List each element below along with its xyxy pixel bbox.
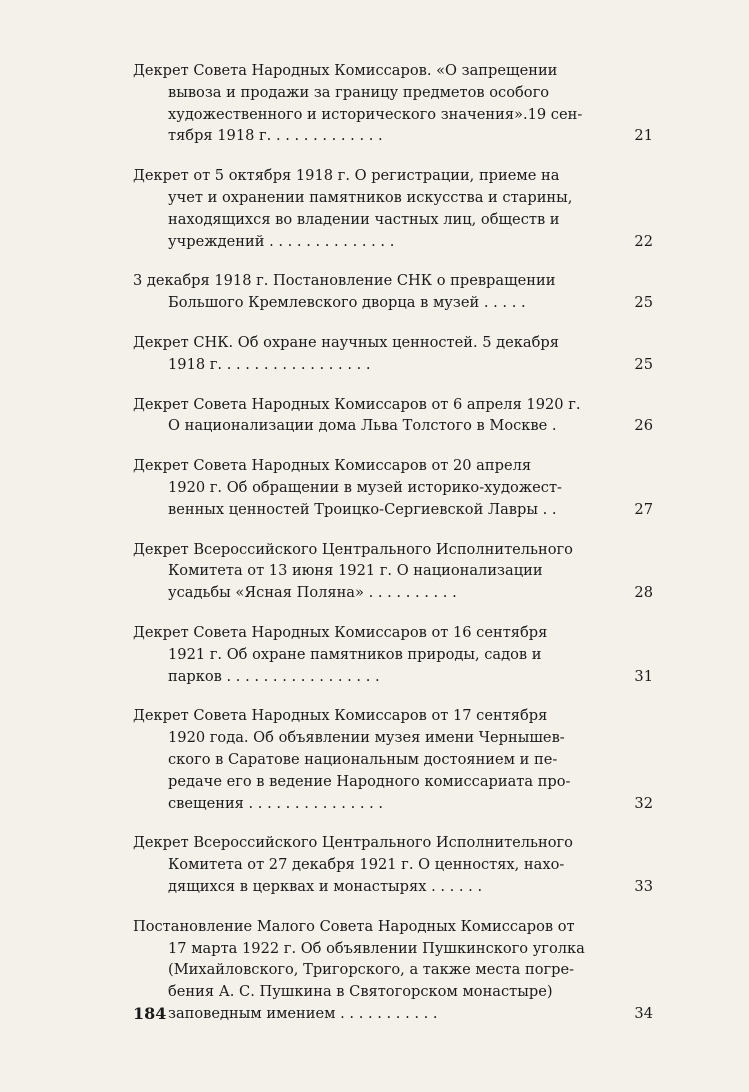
toc-entry-line: 1920 г. Об обращении в музей историко-художест- [168, 478, 562, 496]
toc-entry-line: Декрет СНК. Об охране научных ценностей. 5 декабря [133, 333, 559, 351]
toc-entry-line: находящихся во владении частных лиц, обществ и [168, 210, 560, 228]
toc-entry-title [133, 539, 598, 604]
toc-entry [133, 916, 653, 1025]
toc-entry-page: 31 [634, 667, 653, 685]
toc-entry-page: 27 [634, 500, 653, 518]
toc-entry-line: 17 марта 1922 г. Об объявлении Пушкинского уголка [168, 939, 585, 957]
toc-entry-line: венных ценностей Троицко-Сергиевской Лавры . . [168, 500, 557, 518]
toc-entry-page: 22 [634, 232, 653, 250]
toc-entry-title [133, 394, 598, 438]
toc-entry-page: 28 [634, 584, 653, 602]
toc-entry-line: Большого Кремлевского дворца в музей . . . . . [168, 294, 526, 312]
toc-entry-page: 32 [634, 794, 653, 812]
toc-entry-page: 25 [634, 355, 653, 373]
toc-entry-page: 21 [634, 127, 653, 145]
toc-entry-line: Декрет Совета Народных Комиссаров от 20 апреля [133, 457, 532, 475]
toc-entry-title [133, 60, 598, 147]
toc-entry-title [133, 622, 598, 687]
toc-entry-line: Декрет Всероссийского Центрального Исполнительного [133, 834, 573, 852]
toc-entry-line: 1918 г. . . . . . . . . . . . . . . . . [168, 355, 371, 373]
toc-entry [133, 270, 653, 314]
toc-entry-title [133, 832, 598, 897]
toc-entry-line: художественного и исторического значения».19 сен- [168, 105, 583, 123]
toc-entry-line: 1920 года. Об объявлении музея имени Чернышев- [168, 729, 565, 747]
toc-entry-title [133, 270, 598, 314]
toc-entry-line: Комитета от 13 июня 1921 г. О национализации [168, 562, 543, 580]
table-of-contents [133, 60, 653, 1043]
toc-entry [133, 455, 653, 520]
toc-entry-line: редаче его в ведение Народного комиссариата про- [168, 772, 571, 790]
toc-entry-line: ского в Саратове национальным достоянием и пе- [168, 750, 558, 768]
toc-entry-line: свещения . . . . . . . . . . . . . . . [168, 794, 384, 812]
toc-entry-line: (Михайловского, Тригорского, а также места погре- [168, 961, 575, 979]
toc-entry [133, 832, 653, 897]
toc-entry-line: тября 1918 г. . . . . . . . . . . . . [168, 127, 383, 145]
toc-entry [133, 332, 653, 376]
toc-entry-line: заповедным имением . . . . . . . . . . . [168, 1004, 438, 1022]
toc-entry-page: 26 [634, 417, 653, 435]
toc-entry [133, 60, 653, 147]
toc-entry [133, 622, 653, 687]
toc-entry-line: О национализации дома Льва Толстого в Москве . [168, 417, 557, 435]
toc-entry-line: дящихся в церквах и монастырях . . . . . . [168, 877, 483, 895]
toc-entry [133, 705, 653, 814]
toc-entry-line: учреждений . . . . . . . . . . . . . . [168, 232, 395, 250]
toc-entry-title [133, 705, 598, 814]
toc-entry-page: 34 [634, 1004, 653, 1022]
toc-entry-line: усадьбы «Ясная Поляна» . . . . . . . . . . [168, 584, 457, 602]
toc-entry [133, 394, 653, 438]
toc-entry-title [133, 455, 598, 520]
toc-entry-line: Декрет Совета Народных Комиссаров от 17 сентября [133, 707, 548, 725]
toc-entry-line: Комитета от 27 декабря 1921 г. О ценностях, нахо- [168, 856, 565, 874]
toc-entry-line: Декрет Совета Народных Комиссаров от 16 сентября [133, 623, 548, 641]
toc-entry [133, 539, 653, 604]
toc-entry-title [133, 916, 598, 1025]
toc-entry-line: бения А. С. Пушкина в Святогорском монастыре) [168, 983, 553, 1001]
toc-entry-title [133, 332, 598, 376]
toc-entry-page: 25 [634, 294, 653, 312]
toc-entry-line: Декрет Совета Народных Комиссаров. «О запрещении [133, 62, 558, 79]
toc-entry-line: Декрет Совета Народных Комиссаров от 6 апреля 1920 г. [133, 395, 581, 413]
page-number: 184 [133, 1004, 167, 1023]
toc-entry-line: Постановление Малого Совета Народных Комиссаров от [133, 917, 575, 935]
toc-entry-line: парков . . . . . . . . . . . . . . . . . [168, 667, 380, 685]
toc-entry-line: учет и охранении памятников искусства и старины, [168, 188, 573, 206]
toc-entry-line: Декрет Всероссийского Центрального Исполнительного [133, 540, 573, 558]
toc-entry-page: 33 [634, 877, 653, 895]
toc-entry-line: Декрет от 5 октября 1918 г. О регистрации, приеме на [133, 167, 560, 185]
toc-entry-line: вывоза и продажи за границу предметов особого [168, 83, 550, 101]
toc-entry-line: 1921 г. Об охране памятников природы, садов и [168, 645, 542, 663]
toc-entry-title [133, 165, 598, 252]
toc-entry [133, 165, 653, 252]
toc-entry-line: 3 декабря 1918 г. Постановление СНК о превращении [133, 272, 556, 290]
